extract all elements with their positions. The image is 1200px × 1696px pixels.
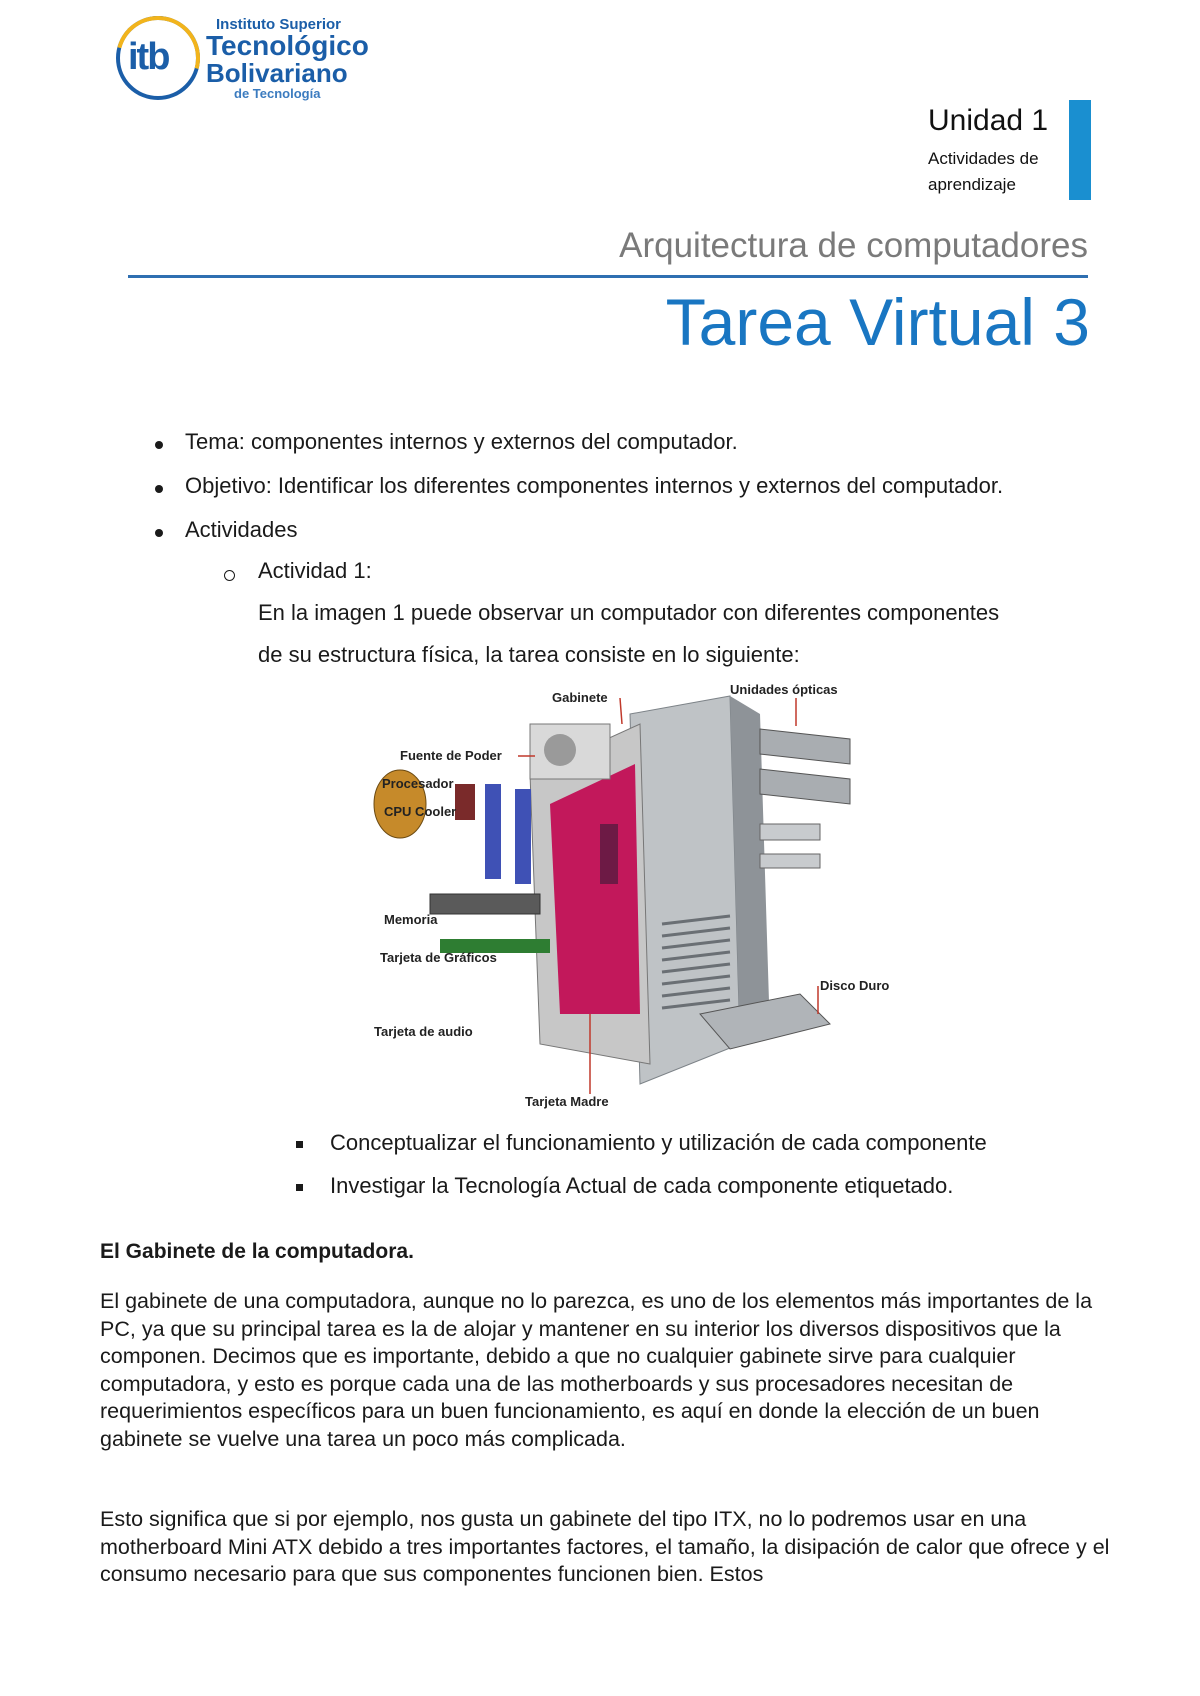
label-fuente: Fuente de Poder [400, 748, 502, 763]
bullet-ring [224, 570, 235, 581]
logo-mark: itb [128, 36, 169, 78]
motherboard [550, 764, 640, 1014]
psu-fan [544, 734, 576, 766]
graphics-card [430, 894, 540, 914]
task-item: Investigar la Tecnología Actual de cada componente etiquetado. [330, 1173, 954, 1198]
paragraph-1: El gabinete de una computadora, aunque no lo parezca, es uno de los elementos más importantes de la PC, ya que su principal tarea es la de alojar y mantener en su interior los diversos dispositivos que la componen. Decimos que es importante, debido a que no cualquier gabinete sirve para cualquier computadora, y esto es porque cada una de las motherboards y sus procesadores necesitan de requerimientos específicos para un buen funcionamiento, es aquí en donde la elección de un buen gabinete se vuelve una tarea un poco más complicada. [100, 1289, 1093, 1451]
optical-drive [760, 769, 850, 804]
logo-line-2: Tecnológico [206, 30, 369, 61]
bullet-dot [155, 485, 163, 493]
actividades-item: Actividades [185, 517, 298, 542]
label-madre: Tarjeta Madre [525, 1094, 609, 1109]
label-disco: Disco Duro [820, 978, 890, 993]
task-item: Conceptualizar el funcionamiento y utilización de cada componente [330, 1130, 987, 1155]
unit-subtitle: Actividades de aprendizaje [928, 149, 1039, 194]
computer-components-figure [374, 682, 940, 1124]
objetivo-item: Objetivo: Identificar los diferentes componentes internos y externos del computador. [185, 473, 1004, 498]
header-rule [128, 275, 1088, 278]
label-memoria: Memoria [384, 912, 438, 927]
processor [455, 784, 475, 820]
page-title: Tarea Virtual 3 [665, 285, 1090, 359]
label-procesador: Procesador [382, 776, 454, 791]
logo-line-3: Bolivariano [206, 58, 348, 88]
unit-accent-bar [1069, 100, 1091, 200]
label-audio: Tarjeta de audio [374, 1024, 473, 1039]
label-graficos: Tarjeta de Gráficos [380, 950, 497, 965]
institution-logo [116, 12, 369, 104]
memory-stick [485, 784, 501, 879]
label-unidades: Unidades ópticas [730, 682, 838, 697]
logo-line-4: de Tecnología [234, 86, 321, 101]
label-gabinete: Gabinete [552, 690, 608, 705]
actividad-1-text-1: En la imagen 1 puede observar un computador con diferentes componentes [258, 600, 1000, 625]
unit-label: Unidad 1 [928, 104, 1049, 137]
bullet-dot [155, 529, 163, 537]
paragraph-2: Esto significa que si por ejemplo, nos gusta un gabinete del tipo ITX, no lo podremos usar en una motherboard Mini ATX debido a tres importantes factores, el tamaño, la disipación de calor que ofrece y el consumo necesario para que sus componentes funcionen bien. Estos [100, 1507, 1110, 1586]
drive-bay [760, 854, 820, 868]
optical-drive [760, 729, 850, 764]
section-heading: El Gabinete de la computadora. [100, 1240, 414, 1263]
tema-item: Tema: componentes internos y externos del computador. [185, 429, 738, 454]
actividad-1-text-2: de su estructura física, la tarea consiste en lo siguiente: [258, 642, 800, 667]
square-bullet [296, 1141, 303, 1148]
logo-line-1: Instituto Superior [216, 16, 341, 33]
bullet-dot [155, 441, 163, 449]
board-chip [600, 824, 618, 884]
memory-stick [515, 789, 531, 884]
label-cooler: CPU Cooler [384, 804, 457, 819]
actividad-1-label: Actividad 1: [258, 558, 372, 583]
square-bullet [296, 1184, 303, 1191]
course-name: Arquitectura de computadores [619, 226, 1088, 265]
drive-bay [760, 824, 820, 840]
